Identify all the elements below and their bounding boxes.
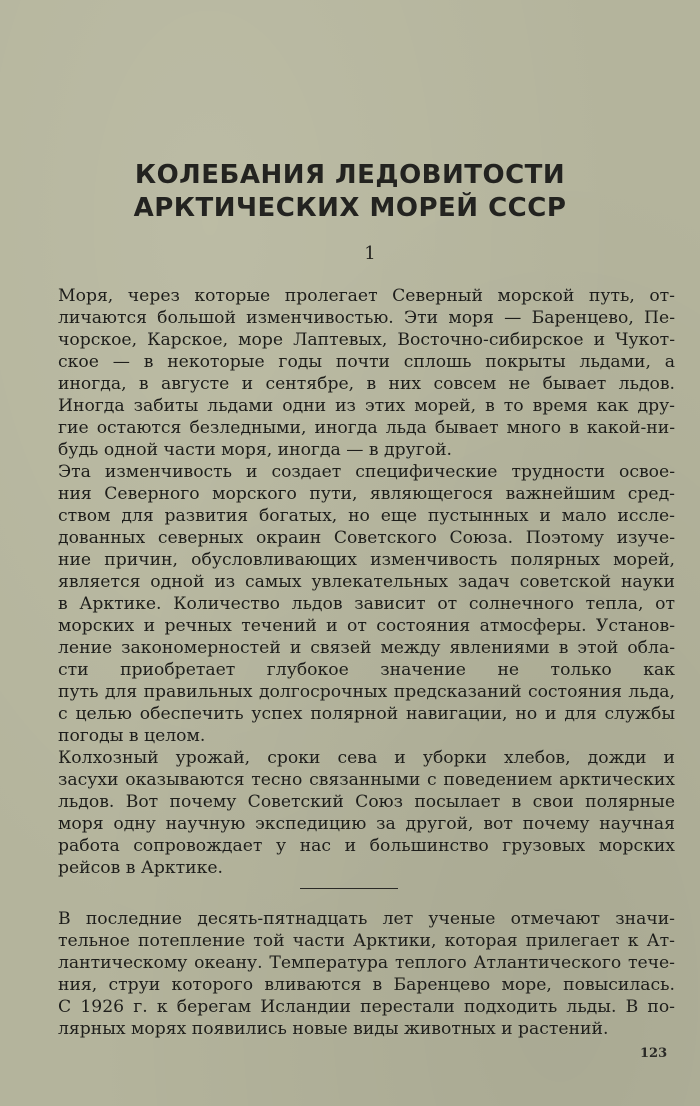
text-line: лярных морях появились новые виды животных и растений. <box>58 1019 609 1039</box>
text-line: Эта изменчивость и создает специфические трудности освое- <box>58 462 675 482</box>
text-line: сти приобретает глубокое значение не только как <box>58 660 675 680</box>
text-line: в Арктике. Количество льдов зависит от солнечного тепла, от <box>58 594 675 614</box>
text-line: рейсов в Арктике. <box>58 858 223 878</box>
text-line: С 1926 г. к берегам Исландии перестали подходить льды. В по- <box>58 997 675 1017</box>
text-line: дованных северных окраин Советского Союза. Поэтому изуче- <box>58 528 675 548</box>
text-line: ния, струи которого вливаются в Баренцево море, повысилась. <box>58 975 675 995</box>
text-line: Колхозный урожай, сроки сева и уборки хлебов, дожди и <box>58 748 675 768</box>
text-line: ление закономерностей и связей между явлениями в этой обла- <box>58 638 675 658</box>
text-line: ния Северного морского пути, являющегося важнейшим сред- <box>58 484 675 504</box>
text-line: ством для развития богатых, но еще пустынных и мало иссле- <box>58 506 675 526</box>
text-line: с целью обеспечить успех полярной навигации, но и для службы <box>58 704 675 724</box>
text-line: личаются большой изменчивостью. Эти моря — Баренцево, Пе- <box>58 308 675 328</box>
text-line: льдов. Вот почему Советский Союз посылает в свои полярные <box>58 792 675 812</box>
section-divider <box>300 888 398 889</box>
text-line: погоды в целом. <box>58 726 206 746</box>
text-line: засухи оказываются тесно связанными с поведением арктических <box>58 770 675 790</box>
text-line: Моря, через которые пролегает Северный морской путь, от- <box>58 286 675 306</box>
text-line: работа сопровождает у нас и большинство грузовых морских <box>58 836 675 856</box>
chapter-title-line-2: АРКТИЧЕСКИХ МОРЕЙ СССР <box>133 193 567 223</box>
text-line: В последние десять-пятнадцать лет ученые отмечают значи- <box>58 909 675 929</box>
section-number: 1 <box>364 243 376 264</box>
chapter-title-line-1: КОЛЕБАНИЯ ЛЕДОВИТОСТИ <box>134 160 566 190</box>
text-line: гие остаются безледными, иногда льда бывает много в какой-ни- <box>58 418 675 438</box>
text-line: моря одну научную экспедицию за другой, вот почему научная <box>58 814 675 834</box>
text-line: морских и речных течений и от состояния атмосферы. Установ- <box>58 616 675 636</box>
text-line: тельное потепление той части Арктики, которая прилегает к Ат- <box>58 931 675 951</box>
text-line: чорское, Карское, море Лаптевых, Восточно-сибирское и Чукот- <box>58 330 675 350</box>
text-line: является одной из самых увлекательных задач советской науки <box>58 572 675 592</box>
page-number: 123 <box>640 1046 668 1061</box>
text-line: путь для правильных долгосрочных предсказаний состояния льда, <box>58 682 675 702</box>
text-line: ние причин, обусловливающих изменчивость полярных морей, <box>58 550 675 570</box>
text-line: иногда, в августе и сентябре, в них совсем не бывает льдов. <box>58 374 675 394</box>
text-line: ское — в некоторые годы почти сплошь покрыты льдами, а <box>58 352 675 372</box>
text-line: лантическому океану. Температура теплого Атлантического тече- <box>58 953 675 973</box>
text-line: Иногда забиты льдами одни из этих морей, в то время как дру- <box>58 396 675 416</box>
text-line: будь одной части моря, иногда — в другой. <box>58 440 452 460</box>
